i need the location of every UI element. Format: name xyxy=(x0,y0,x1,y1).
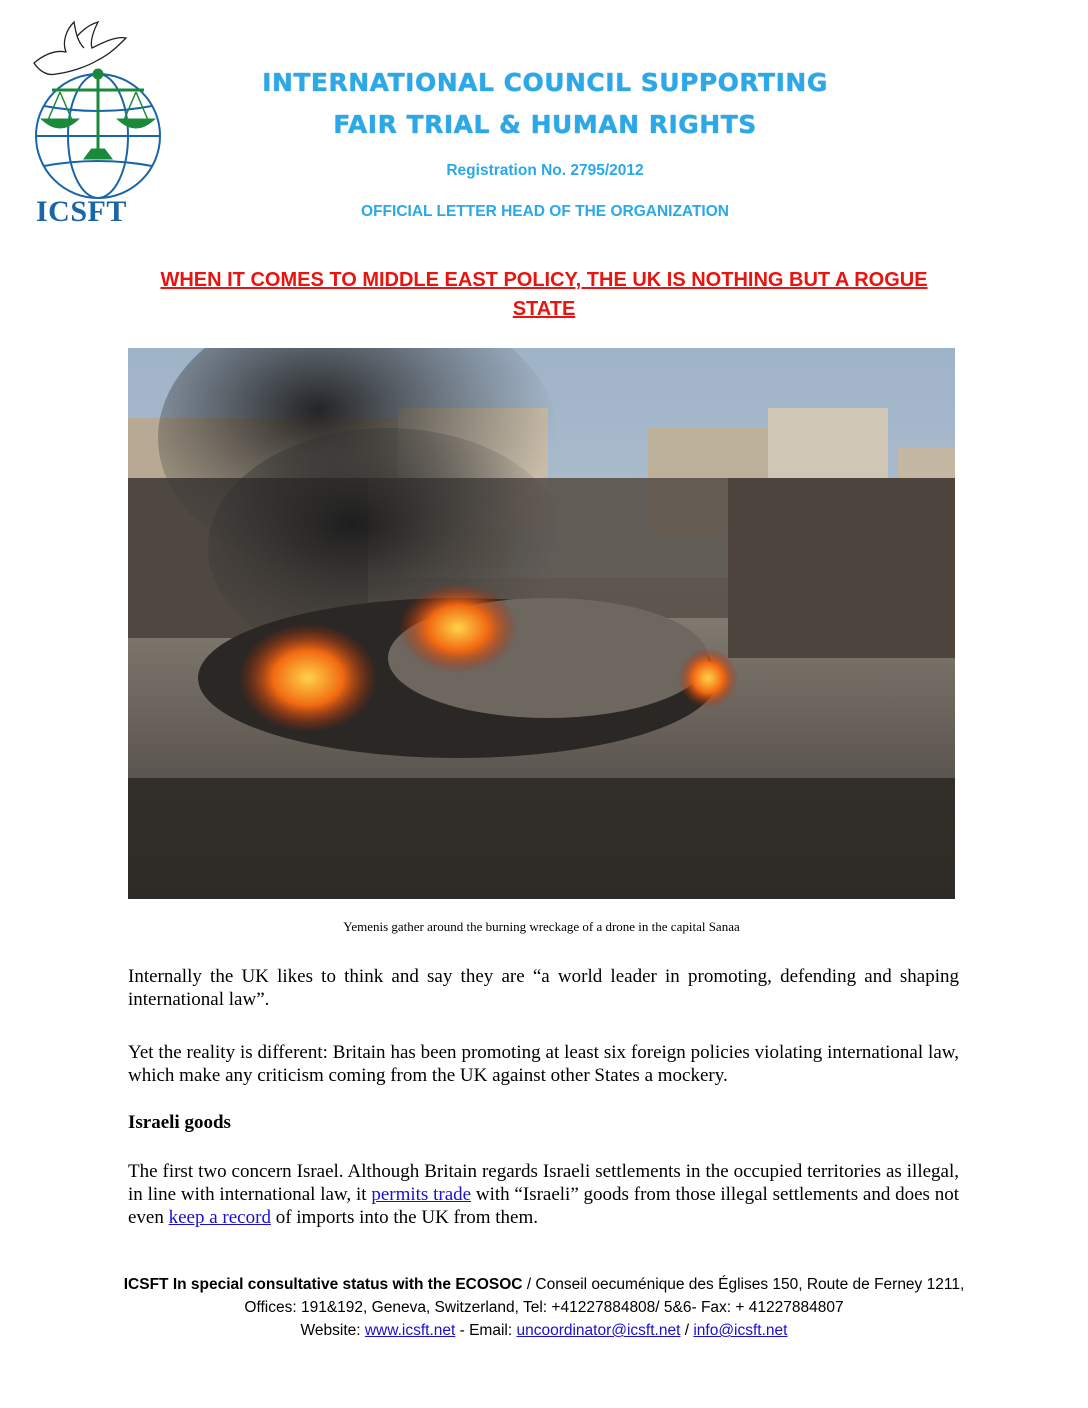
paragraph-3-text-a: The first two concern Israel. Although Britain regards Israeli settlements in the occupied territories as illegal, in line with international law, it xyxy=(128,1161,959,1205)
footer-separator: / xyxy=(680,1322,694,1339)
photo-caption: Yemenis gather around the burning wreckage of a drone in the capital Sanaa xyxy=(343,919,740,934)
article-photo xyxy=(128,348,955,899)
logo-text: ICSFT xyxy=(36,195,127,228)
letterhead-label: OFFICIAL LETTER HEAD OF THE ORGANIZATION xyxy=(361,203,729,220)
footer xyxy=(100,1273,988,1342)
footer-status: ICSFT In special consultative status with the ECOSOC xyxy=(123,1276,523,1293)
article-headline: WHEN IT COMES TO MIDDLE EAST POLICY, THE UK IS NOTHING BUT A ROGUE STATE xyxy=(160,269,928,320)
email-link-uncoordinator[interactable]: uncoordinator@icsft.net xyxy=(516,1322,681,1339)
paragraph-1: Internally the UK likes to think and say they are “a world leader in promoting, defending and shaping international law”. xyxy=(128,966,959,1010)
footer-website-label: Website: xyxy=(300,1322,365,1339)
permits-trade-link[interactable]: permits trade xyxy=(371,1184,472,1205)
registration-number: Registration No. 2795/2012 xyxy=(446,162,644,179)
org-title-line1: INTERNATIONAL COUNCIL SUPPORTING xyxy=(262,68,828,97)
scales-icon xyxy=(44,70,152,158)
section-heading: Israeli goods xyxy=(128,1112,231,1133)
email-link-info[interactable]: info@icsft.net xyxy=(693,1322,788,1339)
org-title-line2: FAIR TRIAL & HUMAN RIGHTS xyxy=(333,110,757,139)
paragraph-2: Yet the reality is different: Britain has been promoting at least six foreign policies violating international law, which make any criticism coming from the UK against other States a mockery. xyxy=(128,1042,959,1086)
dove-icon xyxy=(34,22,126,75)
footer-email-label: - Email: xyxy=(455,1322,517,1339)
website-link[interactable]: www.icsft.net xyxy=(364,1322,456,1339)
keep-a-record-link[interactable]: keep a record xyxy=(168,1207,271,1228)
paragraph-3-text-b: with “Israeli” goods from those illegal settlements and does not even xyxy=(128,1184,960,1228)
paragraph-3 xyxy=(128,1160,959,1229)
paragraph-3-text-c: of imports into the UK from them. xyxy=(270,1207,538,1228)
footer-address: / Conseil oecuménique des Églises 150, Route de Ferney 1211, Offices: 191&192, Geneva, Switzerland, Tel: +41227884808/ 5&6- Fax: + 41227884807 xyxy=(244,1276,965,1316)
